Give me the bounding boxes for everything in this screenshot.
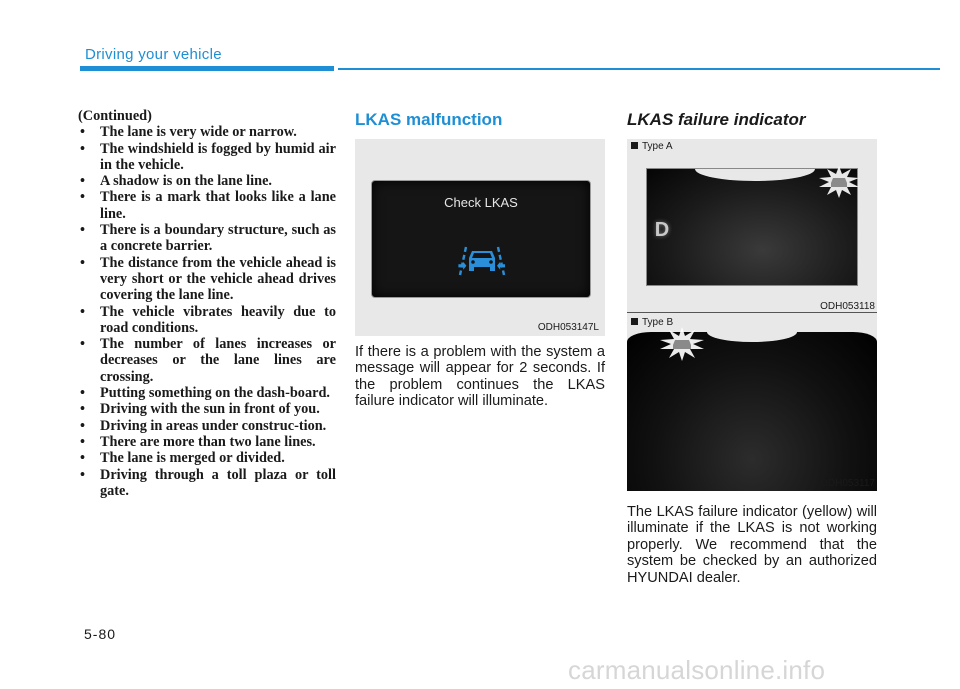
- lkas-malfunction-heading: LKAS malfunction: [355, 110, 503, 129]
- list-item: • There is a boundary structure, such as a concrete barrier.: [78, 222, 336, 255]
- gear-indicator: D: [654, 219, 670, 241]
- section-title: Driving your vehicle: [85, 46, 222, 63]
- malfunction-paragraph: If there is a problem with the system a message will appear for 2 seconds. If the problem continues the LKAS failure indicator will illuminate.: [355, 344, 605, 410]
- list-item: • Driving in areas under construc-tion.: [78, 418, 336, 434]
- lkas-lane-icon: [458, 241, 506, 279]
- conditions-list: [78, 124, 336, 499]
- figure-code: ODH053117: [820, 478, 875, 489]
- lkas-failure-indicator-heading: LKAS failure indicator: [627, 110, 806, 129]
- check-lkas-figure: [355, 139, 605, 336]
- list-item: • Putting something on the dash-board.: [78, 385, 336, 401]
- continued-label: (Continued): [78, 108, 152, 124]
- check-lkas-message: Check LKAS: [444, 195, 518, 210]
- type-a-label: Type A: [642, 141, 673, 152]
- figure-code: ODH053147L: [537, 322, 599, 333]
- list-item: • A shadow is on the lane line.: [78, 173, 336, 189]
- cluster-display: [371, 180, 591, 298]
- header-rule-thick: [80, 66, 334, 71]
- conditions-list-column: [78, 108, 336, 499]
- list-item: • Driving with the sun in front of you.: [78, 401, 336, 417]
- square-bullet-icon: [631, 142, 638, 149]
- lkas-failure-glow-icon: [658, 327, 706, 361]
- type-a-label-wrap: [631, 141, 673, 152]
- cluster-notch: [695, 169, 815, 181]
- list-item: • The windshield is fogged by humid air in the vehicle.: [78, 141, 336, 174]
- watermark: carmanualsonline.info: [568, 655, 826, 685]
- list-item: • The lane is merged or divided.: [78, 450, 336, 466]
- list-item: • Driving through a toll plaza or toll gate.: [78, 467, 336, 500]
- failure-indicator-paragraph: The LKAS failure indicator (yellow) will illuminate if the LKAS is not working properly. We recommend that the system be checked by an authorized HYUNDAI dealer.: [627, 504, 877, 586]
- type-b-figure: [627, 313, 877, 491]
- list-item: • There is a mark that looks like a lane line.: [78, 189, 336, 222]
- list-item: • The lane is very wide or narrow.: [78, 124, 336, 140]
- header-rule-thin: [338, 68, 940, 70]
- page-number: 5-80: [84, 626, 117, 642]
- cluster-notch: [707, 332, 797, 342]
- list-item: • There are more than two lane lines.: [78, 434, 336, 450]
- figure-code: ODH053118: [820, 301, 875, 312]
- lkas-failure-glow-icon: [818, 166, 860, 198]
- list-item: • The number of lanes increases or decreases or the lane lines are crossing.: [78, 336, 336, 385]
- type-a-figure: [627, 139, 877, 312]
- list-item: • The distance from the vehicle ahead is very short or the vehicle ahead drives covering the lane line.: [78, 255, 336, 304]
- list-item: • The vehicle vibrates heavily due to road conditions.: [78, 304, 336, 337]
- square-bullet-icon: [631, 318, 638, 325]
- type-b-label: Type B: [642, 317, 674, 328]
